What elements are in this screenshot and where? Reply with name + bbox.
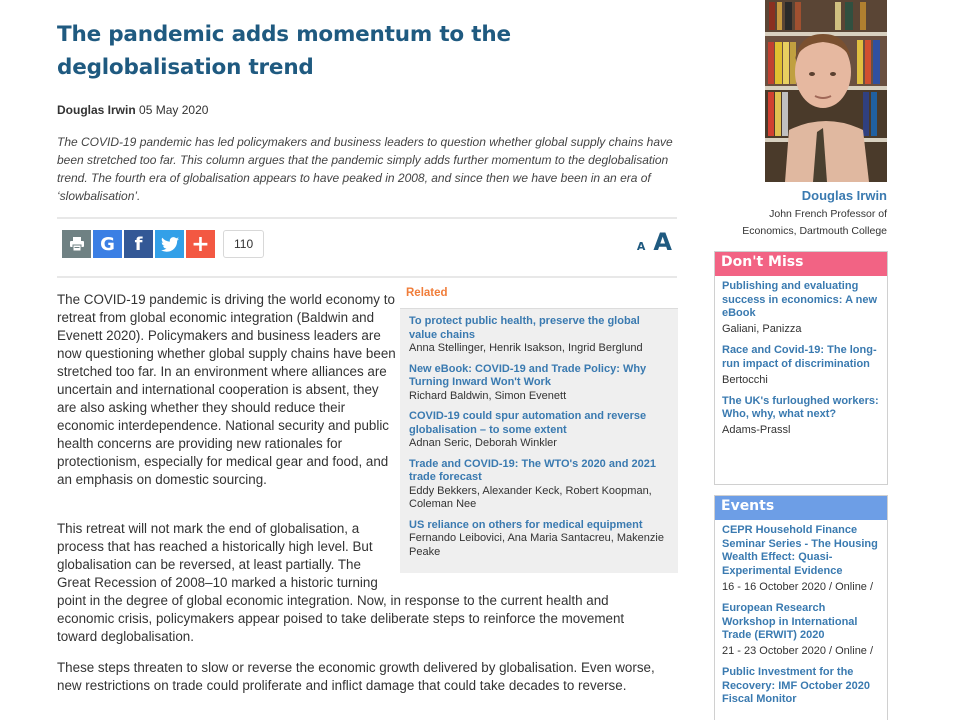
- related-authors: Anna Stellinger, Henrik Isakson, Ingrid Berglund: [409, 342, 643, 354]
- share-bar: [62, 230, 264, 258]
- related-list: [400, 308, 678, 573]
- divider: [57, 276, 677, 278]
- byline: [57, 103, 208, 117]
- divider: [57, 217, 677, 219]
- share-count: 110: [223, 230, 264, 258]
- font-size-increase-button[interactable]: A: [653, 228, 672, 256]
- facebook-icon: f: [134, 233, 143, 255]
- related-authors: Adnan Seric, Deborah Winkler: [409, 437, 557, 449]
- facebook-share-button[interactable]: [124, 230, 153, 258]
- dont-miss-list: [715, 276, 887, 437]
- event-item: [722, 602, 879, 658]
- events-heading: Events: [715, 496, 887, 520]
- related-box: [400, 284, 678, 573]
- dont-miss-box: [714, 251, 888, 485]
- twitter-icon: [161, 237, 179, 252]
- related-heading: Related: [400, 284, 678, 308]
- event-link[interactable]: European Research Workshop in International Trade (ERWIT) 2020: [722, 601, 858, 642]
- event-link[interactable]: CEPR Household Finance Seminar Series - The Housing Wealth Effect: Quasi-Experimental Evidence: [722, 524, 878, 578]
- print-icon: [69, 236, 85, 252]
- related-authors: Eddy Bekkers, Alexander Keck, Robert Koopman, Coleman Nee: [409, 484, 652, 510]
- event-date: 16 - 16 October 2020 / Online /: [722, 580, 874, 593]
- article-paragraph: These steps threaten to slow or reverse the economic growth delivered by globalisation. Even worse, new restrictions on trade could proliferate and inflict damage that could take decades to reverse.: [57, 660, 655, 693]
- related-link[interactable]: Trade and COVID-19: The WTO's 2020 and 2021 trade forecast: [409, 457, 656, 483]
- author-photo: [765, 0, 887, 182]
- related-authors: Richard Baldwin, Simon Evenett: [409, 389, 567, 402]
- dont-miss-item: [722, 395, 879, 437]
- event-link[interactable]: Public Investment for the Recovery: IMF October 2020 Fiscal Monitor: [722, 665, 870, 706]
- dont-miss-authors: Bertocchi: [722, 373, 768, 386]
- dont-miss-heading: Don't Miss: [715, 252, 887, 276]
- dont-miss-link[interactable]: Publishing and evaluating success in economics: A new eBook: [722, 280, 878, 320]
- related-item: [409, 410, 668, 451]
- events-box: [714, 495, 888, 720]
- font-size-decrease-button[interactable]: A: [636, 240, 646, 253]
- dont-miss-link[interactable]: Race and Covid-19: The long-run impact of discrimination: [722, 344, 877, 370]
- more-share-button[interactable]: [186, 230, 215, 258]
- events-list: [715, 520, 887, 707]
- dont-miss-link[interactable]: The UK's furloughed workers: Who, why, what next?: [722, 394, 879, 421]
- article-paragraph-part: point in the degree of global economic integration. Now, in response to the current health and economic crisis, policymakers appear poised to take deliberate steps to reinforce the movement toward deglobalisation.: [57, 593, 625, 644]
- related-link[interactable]: US reliance on others for medical equipment: [409, 518, 643, 531]
- related-link[interactable]: To protect public health, preserve the global value chains: [409, 315, 640, 341]
- related-link[interactable]: New eBook: COVID-19 and Trade Policy: Why Turning Inward Won't Work: [409, 362, 647, 388]
- publish-date: 05 May 2020: [139, 103, 209, 117]
- article-title: The pandemic adds momentum to the deglobalisation trend: [57, 22, 511, 80]
- article-lede: The COVID-19 pandemic has led policymakers and business leaders to question whether global supply chains have been stretched too far. This column argues that the pandemic simply adds further momentum to the deglobalisation trend. The fourth era of globalisation appears to have peaked in 2008, and since then we have been in an era of ‘slowbalisation’.: [57, 135, 673, 203]
- dont-miss-authors: Galiani, Panizza: [722, 323, 802, 336]
- google-share-button[interactable]: [93, 230, 122, 258]
- related-item: [409, 519, 668, 560]
- font-size-controls: [637, 228, 672, 256]
- related-authors: Fernando Leibovici, Ana Maria Santacreu, Makenzie Peake: [409, 532, 664, 558]
- dont-miss-item: [722, 344, 879, 386]
- print-button[interactable]: [62, 230, 91, 258]
- sidebar-author-role: John French Professor of Economics, Dartmouth College: [742, 208, 887, 237]
- sidebar-author: [715, 188, 887, 240]
- article-paragraph-part: This retreat will not mark the end of globalisation, a process that has reached a historically high level. But globalisation can be reversed, at least partially. The Great Recession of 2008–10 marked a historic turning: [57, 521, 378, 590]
- dont-miss-authors: Adams-Prassl: [722, 423, 791, 436]
- article-paragraph: The COVID-19 pandemic is driving the world economy to retreat from global economic integration (Baldwin and Evenett 2020). Policymakers and business leaders are now questioning whether global supply chains have been stretched too far. In an environment where alliances are uncertain and international cooperation is absent, they are also asking whether they should reduce their economic interdependence. National security and public health concerns are providing new rationales for protectionism, especially for medical gear and food, and an emphasis on domestic sourcing.: [57, 292, 396, 487]
- google-icon: G: [100, 233, 115, 255]
- event-date: 21 - 23 October 2020 / Online /: [722, 644, 874, 657]
- author-link[interactable]: Douglas Irwin: [57, 103, 136, 117]
- related-link[interactable]: COVID-19 could spur automation and reverse globalisation – to some extent: [409, 410, 647, 436]
- plus-icon: +: [191, 231, 210, 257]
- sidebar-author-name[interactable]: Douglas Irwin: [801, 188, 887, 203]
- event-item: [722, 524, 879, 594]
- related-item: [409, 315, 668, 356]
- related-item: [409, 458, 668, 512]
- dont-miss-item: [722, 280, 879, 336]
- event-item: [722, 666, 879, 707]
- twitter-share-button[interactable]: [155, 230, 184, 258]
- related-item: [409, 363, 668, 404]
